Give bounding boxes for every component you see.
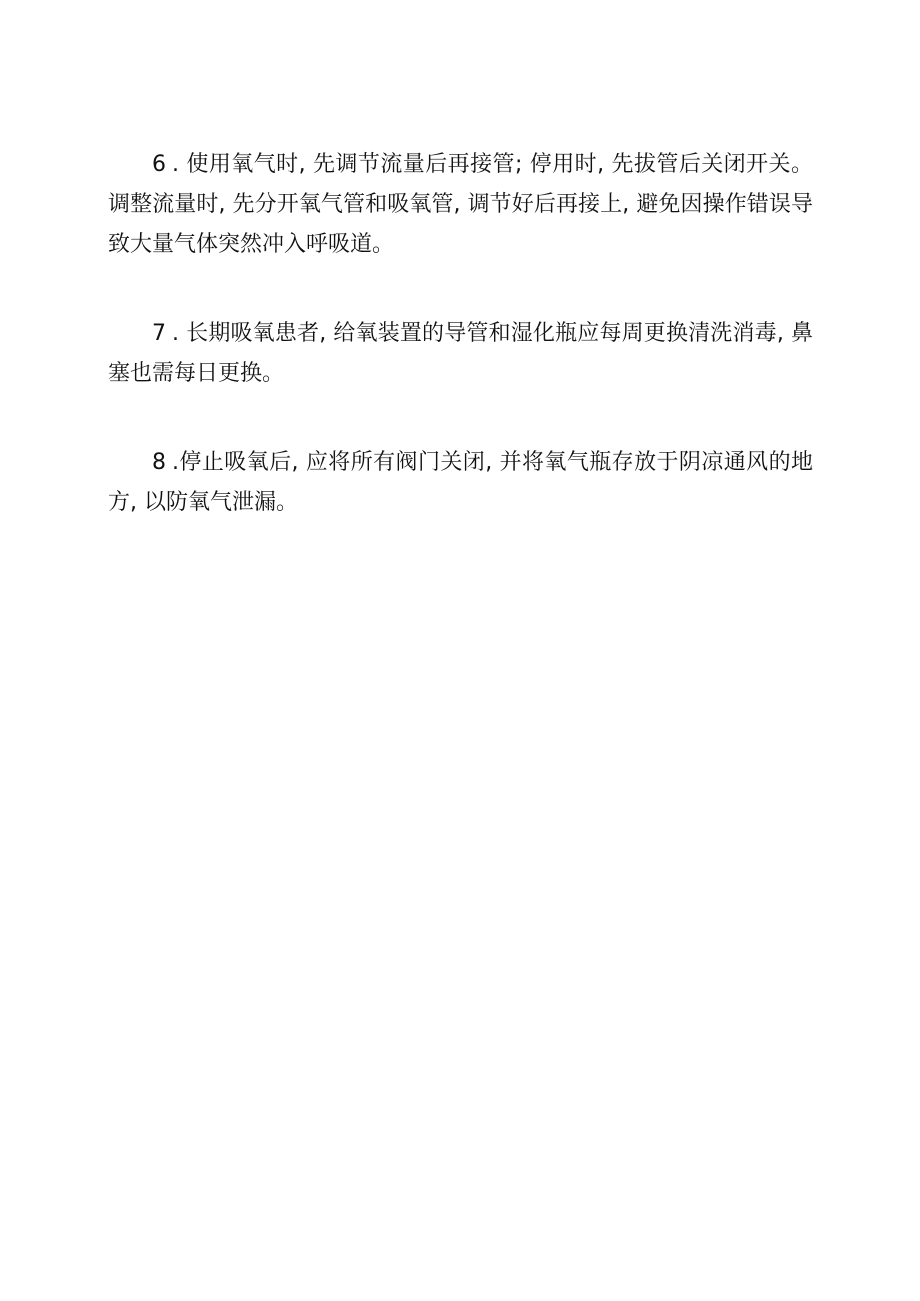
item-number: 7	[152, 321, 166, 346]
paragraph-item-8	[108, 443, 813, 523]
paragraph-item-6	[108, 145, 813, 265]
item-number: 6	[152, 152, 166, 177]
paragraph-text: .停止吸氧后, 应将所有阀门关闭, 并将氧气瓶存放于阴凉通风的地方, 以防氧气泄漏。	[108, 450, 813, 515]
document-body	[108, 145, 813, 572]
paragraph-item-7	[108, 314, 813, 394]
paragraph-text: . 长期吸氧患者, 给氧装置的导管和湿化瓶应每周更换清洗消毒, 鼻塞也需每日更换。	[108, 321, 813, 386]
item-number: 8	[152, 450, 166, 475]
paragraph-text: . 使用氧气时, 先调节流量后再接管; 停用时, 先拔管后关闭开关。调整流量时, 先分开氧气管和吸氧管, 调节好后再接上, 避免因操作错误导致大量气体突然冲入呼吸道。	[108, 152, 813, 257]
